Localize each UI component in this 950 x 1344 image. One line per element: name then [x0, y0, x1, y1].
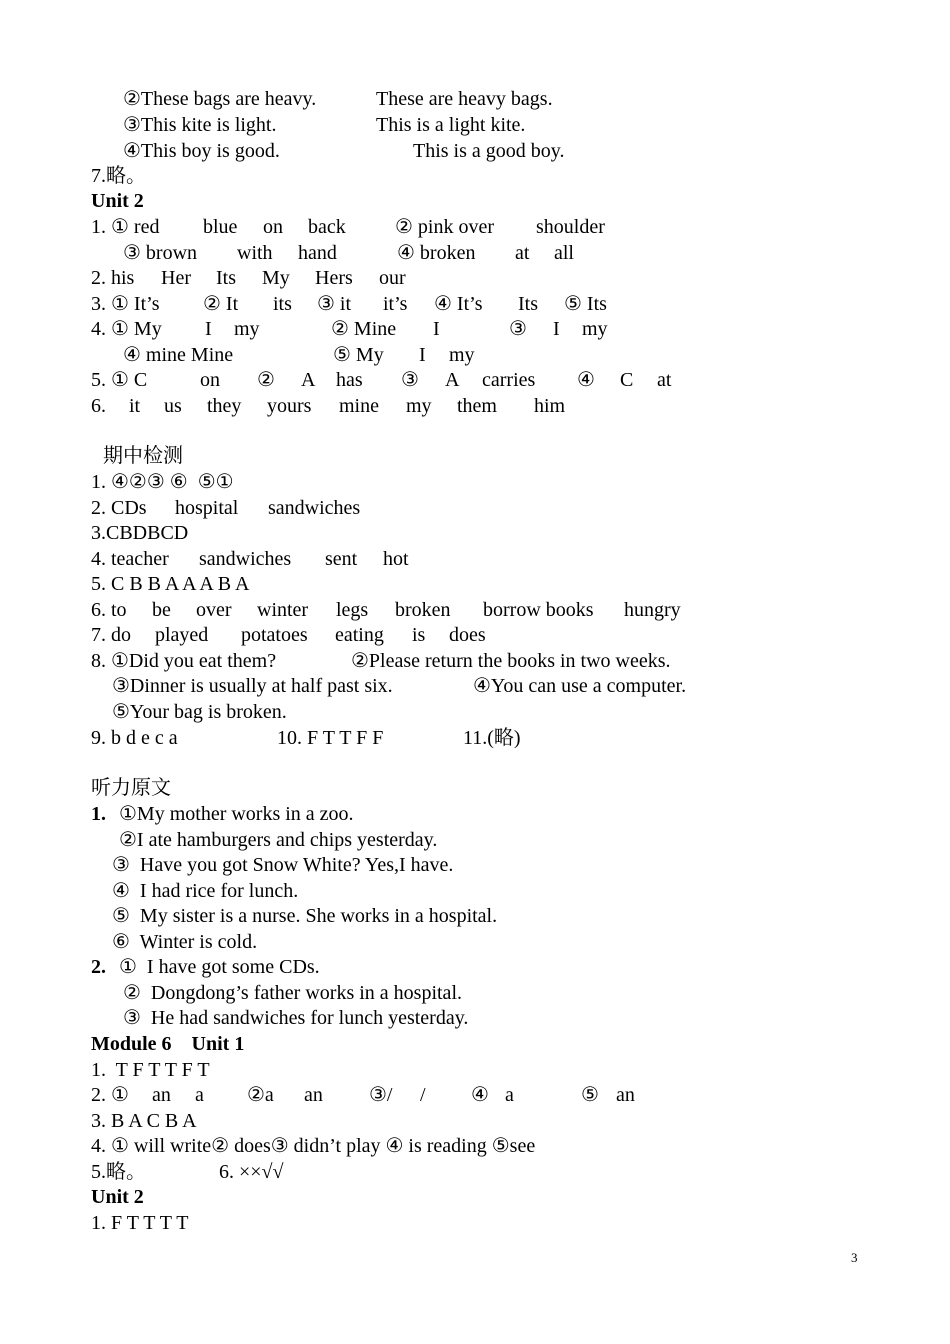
answer-line: 4. teacher sandwiches sent hot: [91, 548, 409, 570]
transcript-line: 1. ①My mother works in a zoo.: [91, 803, 354, 825]
transcript-line: ④ I had rice for lunch.: [112, 880, 299, 902]
unit-heading: Unit 2: [91, 190, 144, 212]
module-heading: Module 6 Unit 1: [91, 1033, 245, 1055]
answer-line: 5. ① C on ② A has ③ A carries ④ C at: [91, 369, 672, 391]
transcript-line: ②I ate hamburgers and chips yesterday.: [119, 829, 438, 851]
section-heading: 听力原文: [91, 777, 171, 799]
answer-line: 2. CDs hospital sandwiches: [91, 497, 361, 519]
transcript-line: ⑤ My sister is a nurse. She works in a hospital.: [112, 905, 498, 927]
answer-line: 5.略。 6. ××√√: [91, 1161, 284, 1183]
section-heading: 期中检测: [103, 445, 183, 467]
answer-line: ③Dinner is usually at half past six. ④You can use a computer.: [112, 675, 687, 697]
page-number: 3: [851, 1250, 858, 1265]
text-line: ③This kite is light. This is a light kite.: [123, 114, 526, 136]
answer-line: 2. his Her Its My Hers our: [91, 267, 406, 289]
answer-line: 7. do played potatoes eating is does: [91, 624, 486, 646]
transcript-line: 2. ① I have got some CDs.: [91, 956, 320, 978]
answer-line: 8. ①Did you eat them? ②Please return the books in two weeks.: [91, 650, 671, 672]
answer-line: ⑤Your bag is broken.: [112, 701, 287, 723]
transcript-line: ⑥ Winter is cold.: [112, 931, 258, 953]
transcript-line: ③ Have you got Snow White? Yes,I have.: [112, 854, 454, 876]
text-line: ②These bags are heavy. These are heavy bags.: [123, 88, 553, 110]
answer-line: 1. ④②③ ⑥ ⑤①: [91, 471, 234, 493]
answer-line: 1. F T T T T: [91, 1212, 189, 1234]
text-line: ④This boy is good. This is a good boy.: [123, 140, 565, 162]
answer-line: 1. T F T T F T: [91, 1059, 210, 1081]
answer-line: 2. ① an a ②a an ③/ / ④ a ⑤ an: [91, 1084, 635, 1106]
answer-line: 3.CBDBCD: [91, 522, 189, 544]
answer-line: 4. ① My I my ② Mine I ③ I my: [91, 318, 608, 340]
answer-line: 4. ① will write② does③ didn’t play ④ is reading ⑤see: [91, 1135, 536, 1157]
transcript-line: ② Dongdong’s father works in a hospital.: [123, 982, 462, 1004]
answer-line: 3. B A C B A: [91, 1110, 197, 1132]
answer-line: 1. ① red blue on back ② pink over shoulder: [91, 216, 605, 238]
text-line: 7.略。: [91, 165, 146, 187]
answer-line: ③ brown with hand ④ broken at all: [123, 242, 574, 264]
unit-heading: Unit 2: [91, 1186, 144, 1208]
answer-line: 9. b d e c a 10. F T T F F 11.(略): [91, 727, 521, 749]
answer-line: 5. C B B A A A B A: [91, 573, 250, 595]
transcript-line: ③ He had sandwiches for lunch yesterday.: [123, 1007, 469, 1029]
answer-line: ④ mine Mine ⑤ My I my: [123, 344, 475, 366]
answer-line: 6. to be over winter legs broken borrow books hungry: [91, 599, 681, 621]
answer-line: 3. ① It’s ② It its ③ it it’s ④ It’s Its ⑤ Its: [91, 293, 607, 315]
answer-line: 6. it us they yours mine my them him: [91, 395, 566, 417]
